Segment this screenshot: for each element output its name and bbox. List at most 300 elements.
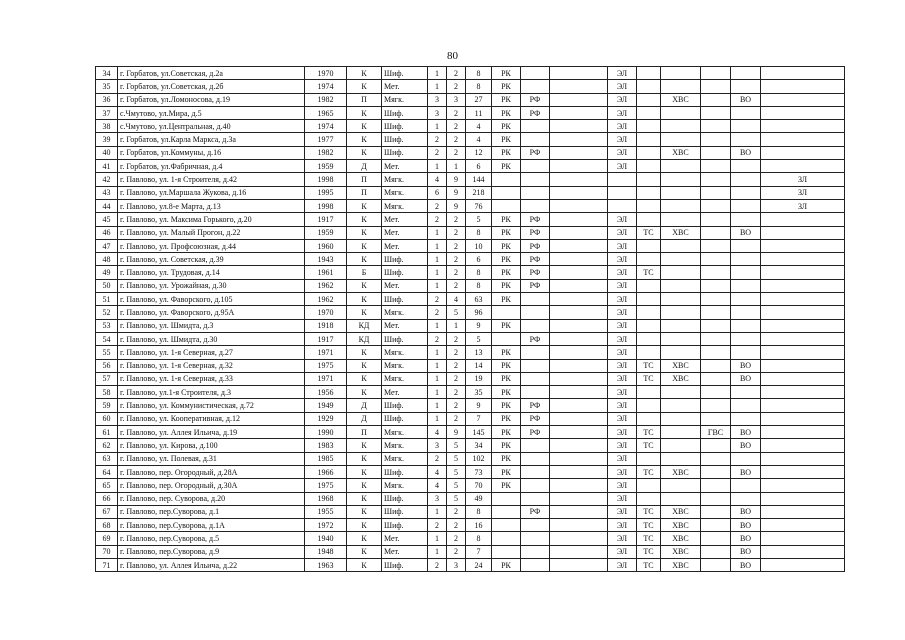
cell-drainage	[731, 239, 761, 252]
cell-cold-water	[661, 452, 701, 465]
cell-cold-water	[661, 332, 701, 345]
cell-spare-cell	[550, 173, 608, 186]
cell-row-number: 45	[96, 213, 118, 226]
cell-address: г. Горбатов, ул.Фабричная, д.4	[118, 160, 305, 173]
cell-electric: ЭЛ	[608, 160, 637, 173]
cell-entrances: 2	[447, 279, 466, 292]
cell-apartments: 11	[466, 106, 492, 119]
cell-floors: 1	[428, 160, 447, 173]
cell-cold-water	[661, 479, 701, 492]
table-row	[96, 545, 845, 558]
cell-row-number: 57	[96, 372, 118, 385]
cell-wall-material: Д	[347, 160, 382, 173]
cell-facade-repair	[521, 186, 550, 199]
cell-facade-repair	[521, 359, 550, 372]
cell-wall-material: К	[347, 479, 382, 492]
cell-elevator	[761, 226, 845, 239]
cell-entrances: 5	[447, 492, 466, 505]
cell-drainage: ВО	[731, 372, 761, 385]
cell-drainage: ВО	[731, 226, 761, 239]
cell-hot-water	[701, 532, 731, 545]
cell-roof-type: Шиф.	[382, 293, 428, 306]
cell-hot-water	[701, 439, 731, 452]
table-row	[96, 213, 845, 226]
cell-year-built: 1970	[305, 306, 347, 319]
cell-apartments: 73	[466, 465, 492, 478]
cell-roof-type: Мягк.	[382, 452, 428, 465]
cell-wall-material: К	[347, 346, 382, 359]
cell-wall-material: К	[347, 226, 382, 239]
cell-hot-water	[701, 386, 731, 399]
cell-year-built: 1917	[305, 213, 347, 226]
cell-drainage: ВО	[731, 558, 761, 571]
cell-entrances: 5	[447, 439, 466, 452]
cell-spare-cell	[550, 106, 608, 119]
cell-address: г. Павлово, ул. Профсоюзная, д.44	[118, 239, 305, 252]
cell-floors: 4	[428, 426, 447, 439]
cell-address: г. Павлово, ул. Коммунистическая, д.72	[118, 399, 305, 412]
cell-hot-water	[701, 372, 731, 385]
cell-address: г. Павлово, ул. Аллея Ильича, д.22	[118, 558, 305, 571]
cell-entrances: 2	[447, 133, 466, 146]
cell-heating: ТС	[637, 426, 661, 439]
cell-hot-water	[701, 558, 731, 571]
cell-spare-cell	[550, 412, 608, 425]
cell-elevator	[761, 306, 845, 319]
cell-heating	[637, 173, 661, 186]
cell-year-built: 1917	[305, 332, 347, 345]
cell-cold-water	[661, 399, 701, 412]
cell-apartments: 6	[466, 253, 492, 266]
cell-spare-cell	[550, 426, 608, 439]
cell-heating	[637, 213, 661, 226]
cell-floors: 2	[428, 558, 447, 571]
cell-wall-material: К	[347, 359, 382, 372]
cell-electric: ЭЛ	[608, 452, 637, 465]
cell-facade-repair	[521, 465, 550, 478]
cell-hot-water	[701, 93, 731, 106]
cell-roof-type: Мягк.	[382, 439, 428, 452]
cell-wall-material: К	[347, 558, 382, 571]
cell-electric: ЭЛ	[608, 146, 637, 159]
cell-entrances: 2	[447, 80, 466, 93]
cell-wall-material: П	[347, 93, 382, 106]
cell-heating	[637, 479, 661, 492]
cell-address: г. Павлово, ул. 1-я Северная, д.27	[118, 346, 305, 359]
cell-elevator	[761, 266, 845, 279]
cell-row-number: 67	[96, 505, 118, 518]
table-row	[96, 399, 845, 412]
cell-row-number: 65	[96, 479, 118, 492]
table-row	[96, 452, 845, 465]
cell-electric: ЭЛ	[608, 346, 637, 359]
cell-apartments: 8	[466, 226, 492, 239]
cell-address: г. Павлово, ул. Максима Горького, д.20	[118, 213, 305, 226]
cell-elevator	[761, 412, 845, 425]
cell-entrances: 2	[447, 213, 466, 226]
cell-wall-material: К	[347, 465, 382, 478]
cell-floors: 2	[428, 146, 447, 159]
cell-apartments: 8	[466, 80, 492, 93]
cell-facade-repair	[521, 372, 550, 385]
cell-floors: 1	[428, 399, 447, 412]
cell-year-built: 1966	[305, 465, 347, 478]
table-row	[96, 558, 845, 571]
cell-roof-type: Мягк.	[382, 173, 428, 186]
cell-roof-repair: РК	[492, 253, 521, 266]
cell-floors: 1	[428, 80, 447, 93]
cell-row-number: 38	[96, 120, 118, 133]
cell-facade-repair: РФ	[521, 426, 550, 439]
cell-roof-type: Мет.	[382, 213, 428, 226]
cell-electric: ЭЛ	[608, 439, 637, 452]
cell-floors: 1	[428, 372, 447, 385]
cell-hot-water	[701, 399, 731, 412]
cell-address: г. Павлово, пер.Суворова, д.5	[118, 532, 305, 545]
cell-wall-material: К	[347, 372, 382, 385]
cell-roof-type: Шиф.	[382, 505, 428, 518]
cell-electric: ЭЛ	[608, 266, 637, 279]
cell-cold-water	[661, 346, 701, 359]
cell-roof-repair: РК	[492, 226, 521, 239]
table-row	[96, 386, 845, 399]
cell-apartments: 19	[466, 372, 492, 385]
cell-year-built: 1968	[305, 492, 347, 505]
cell-roof-type: Шиф.	[382, 266, 428, 279]
table-row	[96, 120, 845, 133]
cell-apartments: 5	[466, 213, 492, 226]
cell-drainage	[731, 67, 761, 80]
cell-elevator	[761, 558, 845, 571]
cell-cold-water	[661, 319, 701, 332]
cell-roof-repair: РК	[492, 386, 521, 399]
cell-address: г. Павлово, ул.1-я Строителя, д.3	[118, 386, 305, 399]
cell-facade-repair: РФ	[521, 505, 550, 518]
cell-entrances: 9	[447, 426, 466, 439]
cell-apartments: 218	[466, 186, 492, 199]
cell-spare-cell	[550, 186, 608, 199]
cell-wall-material: К	[347, 279, 382, 292]
cell-year-built: 1971	[305, 346, 347, 359]
table-row	[96, 319, 845, 332]
cell-elevator: ЗЛ	[761, 199, 845, 212]
table-row	[96, 186, 845, 199]
cell-heating	[637, 452, 661, 465]
cell-drainage: ВО	[731, 465, 761, 478]
cell-drainage	[731, 492, 761, 505]
cell-facade-repair	[521, 160, 550, 173]
cell-wall-material: К	[347, 239, 382, 252]
cell-row-number: 42	[96, 173, 118, 186]
cell-address: г. Павлово, ул. Малый Прогон, д.22	[118, 226, 305, 239]
cell-row-number: 40	[96, 146, 118, 159]
cell-roof-type: Мет.	[382, 80, 428, 93]
cell-year-built: 1959	[305, 160, 347, 173]
cell-spare-cell	[550, 93, 608, 106]
cell-year-built: 1971	[305, 372, 347, 385]
cell-floors: 2	[428, 133, 447, 146]
cell-apartments: 27	[466, 93, 492, 106]
cell-row-number: 63	[96, 452, 118, 465]
cell-facade-repair	[521, 80, 550, 93]
cell-facade-repair	[521, 293, 550, 306]
cell-hot-water	[701, 492, 731, 505]
cell-entrances: 9	[447, 186, 466, 199]
cell-hot-water	[701, 173, 731, 186]
cell-row-number: 61	[96, 426, 118, 439]
cell-address: г. Павлово, ул. Советская, д.39	[118, 253, 305, 266]
table-row	[96, 133, 845, 146]
cell-heating	[637, 332, 661, 345]
cell-spare-cell	[550, 213, 608, 226]
cell-entrances: 5	[447, 306, 466, 319]
cell-roof-type: Шиф.	[382, 465, 428, 478]
cell-cold-water	[661, 173, 701, 186]
cell-spare-cell	[550, 492, 608, 505]
cell-heating	[637, 253, 661, 266]
cell-row-number: 70	[96, 545, 118, 558]
cell-electric	[608, 186, 637, 199]
table-row	[96, 346, 845, 359]
cell-wall-material: К	[347, 253, 382, 266]
cell-address: с.Чмутово, ул.Мира, д.5	[118, 106, 305, 119]
cell-roof-type: Мет.	[382, 279, 428, 292]
cell-roof-repair	[492, 173, 521, 186]
cell-wall-material: Д	[347, 412, 382, 425]
cell-drainage	[731, 106, 761, 119]
cell-drainage: ВО	[731, 426, 761, 439]
cell-floors: 1	[428, 266, 447, 279]
cell-electric: ЭЛ	[608, 239, 637, 252]
cell-roof-type: Шиф.	[382, 253, 428, 266]
cell-apartments: 8	[466, 266, 492, 279]
cell-year-built: 1918	[305, 319, 347, 332]
cell-hot-water	[701, 133, 731, 146]
cell-roof-type: Мет.	[382, 239, 428, 252]
cell-elevator	[761, 532, 845, 545]
cell-facade-repair: РФ	[521, 106, 550, 119]
cell-entrances: 5	[447, 452, 466, 465]
cell-elevator	[761, 332, 845, 345]
cell-heating	[637, 293, 661, 306]
cell-roof-repair: РК	[492, 279, 521, 292]
cell-roof-type: Мягк.	[382, 372, 428, 385]
cell-heating	[637, 80, 661, 93]
cell-facade-repair	[521, 199, 550, 212]
cell-address: г. Павлово, ул. 1-я Строителя, д.42	[118, 173, 305, 186]
cell-heating: ТС	[637, 519, 661, 532]
cell-apartments: 10	[466, 239, 492, 252]
cell-row-number: 41	[96, 160, 118, 173]
table-row	[96, 93, 845, 106]
cell-apartments: 76	[466, 199, 492, 212]
cell-roof-repair: РК	[492, 239, 521, 252]
cell-elevator	[761, 452, 845, 465]
cell-floors: 1	[428, 226, 447, 239]
cell-address: г. Павлово, пер. Огородный, д.28А	[118, 465, 305, 478]
cell-drainage	[731, 186, 761, 199]
cell-electric: ЭЛ	[608, 93, 637, 106]
cell-roof-type: Мет.	[382, 160, 428, 173]
cell-electric: ЭЛ	[608, 133, 637, 146]
cell-wall-material: К	[347, 439, 382, 452]
cell-cold-water	[661, 186, 701, 199]
table-row	[96, 199, 845, 212]
cell-drainage	[731, 386, 761, 399]
cell-elevator: ЗЛ	[761, 173, 845, 186]
cell-roof-type: Шиф.	[382, 558, 428, 571]
cell-electric: ЭЛ	[608, 120, 637, 133]
cell-roof-type: Шиф.	[382, 399, 428, 412]
cell-wall-material: К	[347, 67, 382, 80]
cell-address: г. Павлово, ул. Трудовая, д.14	[118, 266, 305, 279]
cell-year-built: 1972	[305, 519, 347, 532]
cell-heating	[637, 319, 661, 332]
cell-year-built: 1963	[305, 558, 347, 571]
cell-address: г. Павлово, ул. Урожайная, д.30	[118, 279, 305, 292]
cell-floors: 2	[428, 452, 447, 465]
table-row	[96, 67, 845, 80]
table-row	[96, 226, 845, 239]
cell-cold-water: ХВС	[661, 146, 701, 159]
cell-year-built: 1998	[305, 173, 347, 186]
cell-cold-water: ХВС	[661, 359, 701, 372]
cell-row-number: 68	[96, 519, 118, 532]
cell-wall-material: К	[347, 505, 382, 518]
cell-row-number: 37	[96, 106, 118, 119]
cell-electric: ЭЛ	[608, 106, 637, 119]
cell-heating: ТС	[637, 266, 661, 279]
cell-facade-repair	[521, 439, 550, 452]
cell-row-number: 55	[96, 346, 118, 359]
cell-elevator	[761, 372, 845, 385]
cell-wall-material: П	[347, 426, 382, 439]
cell-hot-water	[701, 293, 731, 306]
cell-heating: ТС	[637, 558, 661, 571]
cell-drainage	[731, 266, 761, 279]
cell-drainage: ВО	[731, 359, 761, 372]
cell-address: г. Горбатов, ул.Коммуны, д.16	[118, 146, 305, 159]
cell-roof-repair: РК	[492, 120, 521, 133]
cell-floors: 6	[428, 186, 447, 199]
cell-drainage: ВО	[731, 146, 761, 159]
cell-roof-repair: РК	[492, 399, 521, 412]
cell-elevator	[761, 279, 845, 292]
cell-elevator	[761, 439, 845, 452]
cell-spare-cell	[550, 253, 608, 266]
table-row	[96, 492, 845, 505]
cell-electric: ЭЛ	[608, 399, 637, 412]
cell-drainage	[731, 452, 761, 465]
cell-hot-water	[701, 306, 731, 319]
cell-heating	[637, 67, 661, 80]
table-row	[96, 106, 845, 119]
cell-electric: ЭЛ	[608, 67, 637, 80]
cell-apartments: 13	[466, 346, 492, 359]
cell-entrances: 2	[447, 239, 466, 252]
cell-electric: ЭЛ	[608, 465, 637, 478]
cell-drainage	[731, 306, 761, 319]
cell-spare-cell	[550, 160, 608, 173]
cell-address: г. Горбатов, ул.Советская, д.2а	[118, 67, 305, 80]
cell-roof-type: Шиф.	[382, 332, 428, 345]
cell-row-number: 50	[96, 279, 118, 292]
cell-roof-repair: РК	[492, 67, 521, 80]
cell-entrances: 2	[447, 545, 466, 558]
cell-elevator	[761, 253, 845, 266]
cell-spare-cell	[550, 452, 608, 465]
cell-spare-cell	[550, 199, 608, 212]
cell-wall-material: К	[347, 106, 382, 119]
cell-spare-cell	[550, 67, 608, 80]
cell-elevator	[761, 386, 845, 399]
cell-electric: ЭЛ	[608, 359, 637, 372]
cell-apartments: 16	[466, 519, 492, 532]
cell-wall-material: К	[347, 519, 382, 532]
cell-entrances: 2	[447, 532, 466, 545]
cell-roof-repair: РК	[492, 426, 521, 439]
cell-facade-repair	[521, 519, 550, 532]
cell-cold-water: ХВС	[661, 505, 701, 518]
cell-address: г. Горбатов, ул.Карла Маркса, д.3а	[118, 133, 305, 146]
cell-apartments: 144	[466, 173, 492, 186]
cell-address: г. Павлово, ул. Полевая, д.31	[118, 452, 305, 465]
cell-year-built: 1962	[305, 279, 347, 292]
cell-heating: ТС	[637, 465, 661, 478]
cell-facade-repair: РФ	[521, 332, 550, 345]
cell-elevator	[761, 239, 845, 252]
cell-entrances: 3	[447, 93, 466, 106]
cell-drainage	[731, 412, 761, 425]
table-row	[96, 532, 845, 545]
cell-roof-type: Шиф.	[382, 106, 428, 119]
cell-cold-water	[661, 80, 701, 93]
cell-heating: ТС	[637, 532, 661, 545]
cell-cold-water	[661, 253, 701, 266]
cell-drainage	[731, 120, 761, 133]
cell-address: г. Павлово, пер.Суворова, д.1	[118, 505, 305, 518]
cell-address: г. Павлово, пер. Суворова, д.20	[118, 492, 305, 505]
cell-elevator	[761, 67, 845, 80]
cell-hot-water	[701, 120, 731, 133]
cell-address: г. Горбатов, ул.Советская, д.2б	[118, 80, 305, 93]
cell-drainage	[731, 173, 761, 186]
cell-floors: 1	[428, 319, 447, 332]
cell-roof-repair: РК	[492, 106, 521, 119]
cell-heating	[637, 186, 661, 199]
cell-address: г. Павлово, ул. Аллея Ильича, д.19	[118, 426, 305, 439]
cell-heating	[637, 386, 661, 399]
cell-facade-repair	[521, 67, 550, 80]
cell-roof-repair: РК	[492, 293, 521, 306]
cell-spare-cell	[550, 558, 608, 571]
cell-hot-water	[701, 199, 731, 212]
cell-entrances: 9	[447, 199, 466, 212]
cell-row-number: 58	[96, 386, 118, 399]
cell-hot-water	[701, 545, 731, 558]
cell-spare-cell	[550, 439, 608, 452]
cell-entrances: 1	[447, 319, 466, 332]
cell-facade-repair: РФ	[521, 213, 550, 226]
cell-row-number: 66	[96, 492, 118, 505]
cell-electric	[608, 173, 637, 186]
cell-cold-water: ХВС	[661, 226, 701, 239]
cell-address: г. Павлово, пер.Суворова, д.1А	[118, 519, 305, 532]
table-row	[96, 146, 845, 159]
cell-floors: 4	[428, 465, 447, 478]
cell-row-number: 44	[96, 199, 118, 212]
cell-electric: ЭЛ	[608, 479, 637, 492]
